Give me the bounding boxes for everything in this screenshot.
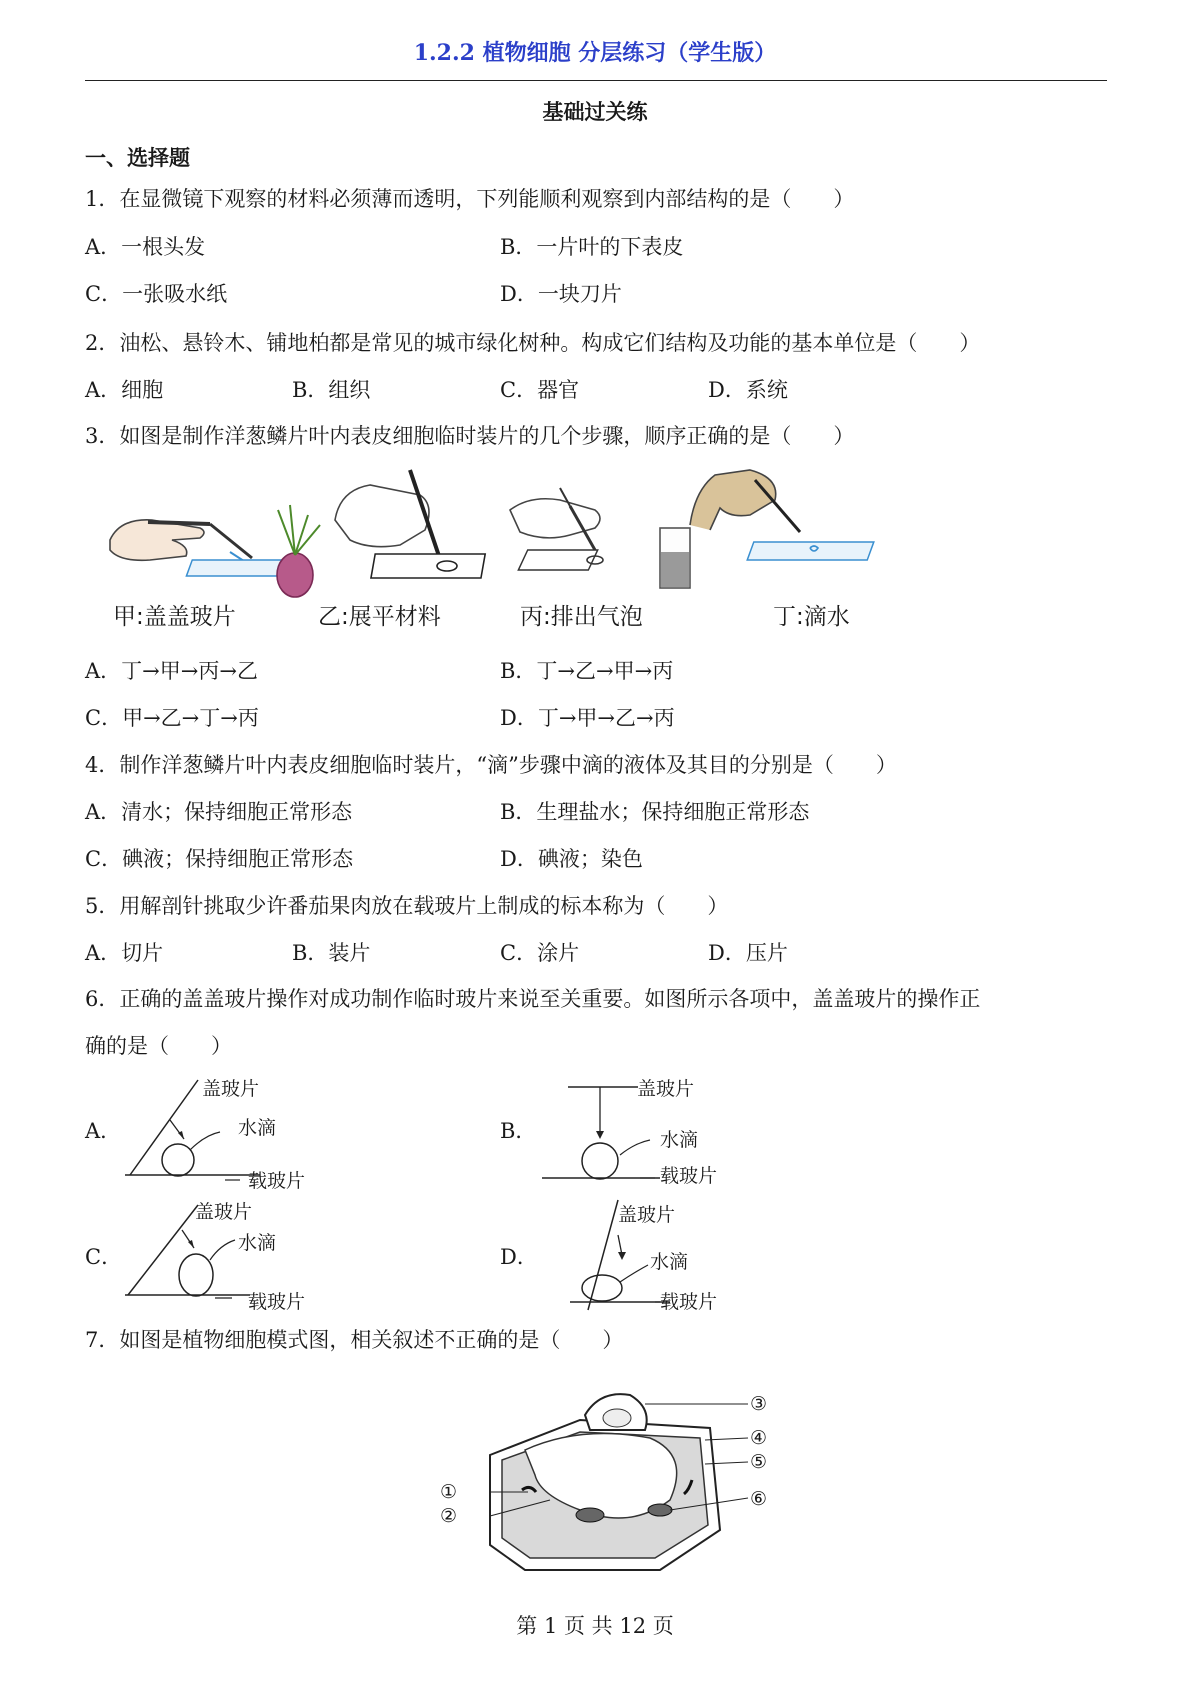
step-bing-caption: 丙:排出气泡 (520, 604, 643, 630)
q6-option-b: B． (500, 1119, 537, 1143)
q1-option-b: B．一片叶的下表皮 (500, 235, 684, 259)
step-yi-illustration (277, 470, 485, 597)
q5-option-b: B．装片 (292, 941, 371, 965)
cell-marker-3: ③ (750, 1393, 768, 1415)
q6-option-a: A． (85, 1119, 122, 1143)
header-rule (85, 80, 1107, 81)
step-ding-caption: 丁:滴水 (773, 604, 850, 630)
q6-b-cover-label: 盖玻片 (637, 1078, 695, 1100)
q2-option-d: D．系统 (708, 378, 788, 402)
q4-option-d: D．碘液；染色 (500, 847, 643, 871)
q3-option-d: D．丁→甲→乙→丙 (500, 706, 675, 730)
q6-c-cover-label: 盖玻片 (195, 1201, 253, 1223)
q3-option-a: A．丁→甲→丙→乙 (85, 659, 258, 683)
q4-option-a: A．清水；保持细胞正常形态 (85, 800, 353, 824)
q6-b-slide-label: 载玻片 (660, 1165, 718, 1187)
q5-option-d: D．压片 (708, 941, 788, 965)
q6-option-c: C． (85, 1245, 123, 1269)
q3-option-b: B．丁→乙→甲→丙 (500, 659, 674, 683)
question-4-stem: 4．制作洋葱鳞片叶内表皮细胞临时装片，“滴”步骤中滴的液体及其目的分别是（ ） (85, 753, 897, 777)
q6-d-cover-label: 盖玻片 (618, 1204, 676, 1226)
question-6-stem-line1: 6．正确的盖盖玻片操作对成功制作临时玻片来说至关重要。如图所示各项中，盖盖玻片的操作正 (85, 987, 981, 1011)
question-3-stem: 3．如图是制作洋葱鳞片叶内表皮细胞临时装片的几个步骤，顺序正确的是（ ） (85, 424, 855, 448)
cell-marker-1: ① (440, 1481, 458, 1503)
cell-marker-6: ⑥ (750, 1488, 768, 1510)
question-5-stem: 5．用解剖针挑取少许番茄果肉放在载玻片上制成的标本称为（ ） (85, 894, 729, 918)
section-title: 基础过关练 (542, 99, 648, 124)
cell-marker-4: ④ (750, 1427, 768, 1449)
q6-a-cover-label: 盖玻片 (202, 1078, 260, 1100)
part-title: 一、选择题 (85, 145, 190, 170)
q6-d-drop-label: 水滴 (650, 1251, 689, 1273)
q3-option-c: C．甲→乙→丁→丙 (85, 706, 259, 730)
document-title: 1.2.2 植物细胞 分层练习（学生版） (413, 40, 777, 66)
q6-c-drop-label: 水滴 (238, 1232, 277, 1254)
step-yi-caption: 乙:展平材料 (318, 604, 441, 630)
question-6-stem-line2: 确的是（ ） (85, 1034, 232, 1058)
q6-c-slide-label: 载玻片 (248, 1291, 306, 1313)
q6-a-slide-label: 载玻片 (248, 1170, 306, 1192)
cell-marker-5: ⑤ (750, 1451, 768, 1473)
plant-cell-diagram (430, 1380, 770, 1580)
q2-option-a: A．细胞 (85, 378, 164, 402)
question-1-stem: 1．在显微镜下观察的材料必须薄而透明，下列能顺利观察到内部结构的是（ ） (85, 187, 855, 211)
q4-option-b: B．生理盐水；保持细胞正常形态 (500, 800, 810, 824)
page-footer: 第 1 页 共 12 页 (516, 1614, 674, 1638)
step-jia-illustration (110, 520, 287, 576)
q3-steps-figure (90, 470, 1080, 600)
q6-option-d: D． (500, 1245, 538, 1269)
q5-option-c: C．涂片 (500, 941, 580, 965)
q2-option-b: B．组织 (292, 378, 371, 402)
q2-option-c: C．器官 (500, 378, 580, 402)
q1-option-c: C．一张吸水纸 (85, 282, 228, 306)
step-bing-illustration (510, 488, 603, 570)
q6-a-drop-label: 水滴 (238, 1117, 277, 1139)
step-ding-illustration (660, 470, 874, 588)
question-2-stem: 2．油松、悬铃木、铺地柏都是常见的城市绿化树种。构成它们结构及功能的基本单位是（ ） (85, 331, 981, 355)
q6-b-drop-label: 水滴 (660, 1129, 699, 1151)
q1-option-d: D．一块刀片 (500, 282, 622, 306)
step-jia-caption: 甲:盖盖玻片 (113, 604, 236, 630)
q5-option-a: A．切片 (85, 941, 164, 965)
q4-option-c: C．碘液；保持细胞正常形态 (85, 847, 354, 871)
cell-marker-2: ② (440, 1505, 458, 1527)
q6-d-slide-label: 载玻片 (660, 1291, 718, 1313)
question-7-stem: 7．如图是植物细胞模式图，相关叙述不正确的是（ ） (85, 1328, 624, 1352)
q1-option-a: A．一根头发 (85, 235, 206, 259)
